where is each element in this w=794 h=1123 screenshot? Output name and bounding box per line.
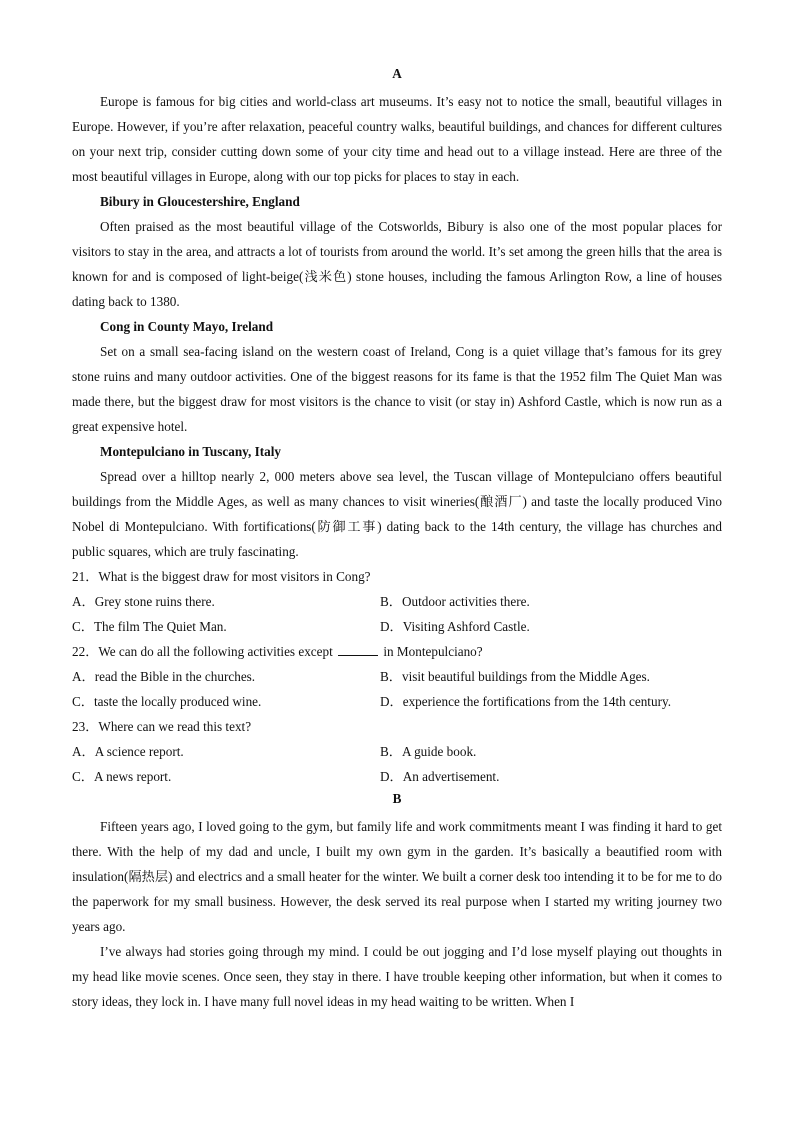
question-22-option-a: A．read the Bible in the churches. — [72, 669, 256, 684]
section-b-paragraph-2: I’ve always had stories going through my mind. I could be out jogging and I’d lose myself playing out thoughts in my head like movie scenes. Once seen, they stay in there. I have trouble keeping other information, but when it comes to story ideas, they lock in. I have many full novel ideas in my head waiting to be written. When I — [72, 944, 722, 1009]
question-23-option-d: D．An advertisement. — [380, 769, 500, 784]
question-22-option-c: C．taste the locally produced wine. — [72, 694, 262, 709]
place-text-montepulciano: Spread over a hilltop nearly 2, 000 meters above sea level, the Tuscan village of Montepulciano offers beautiful buildings from the Middle Ages, as well as many chances to visit wineries(酿酒厂) and taste the locally produced Vino Nobel di Montepulciano. With fortifications(防御工事) dating back to the 14th century, the village has churches and public squares, which are truly fascinating. — [72, 469, 722, 559]
question-22-option-d: D．experience the fortifications from the 14th century. — [380, 694, 671, 709]
place-text-cong: Set on a small sea-facing island on the western coast of Ireland, Cong is a quiet village that’s famous for its grey stone ruins and many outdoor activities. One of the biggest reasons for its fame is that the 1952 film The Quiet Man was made there, but the biggest draw for most visitors is the chance to visit (or stay in) Ashford Castle, which is now run as a great expensive hotel. — [72, 344, 722, 434]
answer-blank — [338, 643, 378, 656]
question-23-option-c: C．A news report. — [72, 769, 172, 784]
question-23-option-a: A．A science report. — [72, 744, 184, 759]
place-title-cong: Cong in County Mayo, Ireland — [100, 319, 274, 334]
section-b-heading: B — [392, 791, 402, 806]
question-21-stem: 21．What is the biggest draw for most visitors in Cong? — [72, 569, 371, 584]
question-21-option-d: D．Visiting Ashford Castle. — [380, 619, 530, 634]
place-title-montepulciano: Montepulciano in Tuscany, Italy — [100, 444, 282, 459]
question-21-option-c: C．The film The Quiet Man. — [72, 619, 227, 634]
question-23-stem: 23．Where can we read this text? — [72, 719, 252, 734]
question-22-option-b: B．visit beautiful buildings from the Middle Ages. — [380, 669, 650, 684]
question-22-stem — [72, 639, 722, 664]
place-text-bibury: Often praised as the most beautiful village of the Cotsworlds, Bibury is also one of the most popular places for visitors to stay in the area, and attracts a lot of tourists from around the world. It’s set among the green hills that the area is known for and is composed of light-beige(浅米色) stone houses, including the famous Arlington Row, a line of houses dating back to 1380. — [72, 219, 722, 309]
question-22-stem-before: 22．We can do all the following activities except — [72, 644, 333, 659]
question-21-options — [72, 589, 722, 639]
place-title-bibury: Bibury in Gloucestershire, England — [100, 194, 300, 209]
question-23-option-b: B．A guide book. — [380, 744, 477, 759]
question-22-options — [72, 664, 722, 714]
section-a-intro: Europe is famous for big cities and world-class art museums. It’s easy not to notice the small, beautiful villages in Europe. However, if you’re after relaxation, peaceful country walks, beautiful buildings, and chances for different cultures on your next trip, consider cutting down some of your city time and head out to a village instead. Here are three of the most beautiful villages in Europe, along with our top picks for places to stay in each. — [72, 94, 722, 184]
question-22-stem-after: in Montepulciano? — [383, 644, 483, 659]
question-21-option-b: B．Outdoor activities there. — [380, 594, 530, 609]
section-b-paragraph-1: Fifteen years ago, I loved going to the gym, but family life and work commitments meant I was finding it hard to get there. With the help of my dad and uncle, I built my own gym in the garden. It’s basically a beautified room with insulation(隔热层) and electrics and a small heater for the winter. We built a corner desk too intending it to be for me to do the paperwork for my small business. However, the desk served its real purpose when I started my writing journey two years ago. — [72, 819, 722, 934]
question-21-option-a: A．Grey stone ruins there. — [72, 594, 215, 609]
section-a-heading: A — [392, 66, 402, 81]
worksheet-page — [72, 64, 722, 1014]
question-23-options — [72, 739, 722, 789]
